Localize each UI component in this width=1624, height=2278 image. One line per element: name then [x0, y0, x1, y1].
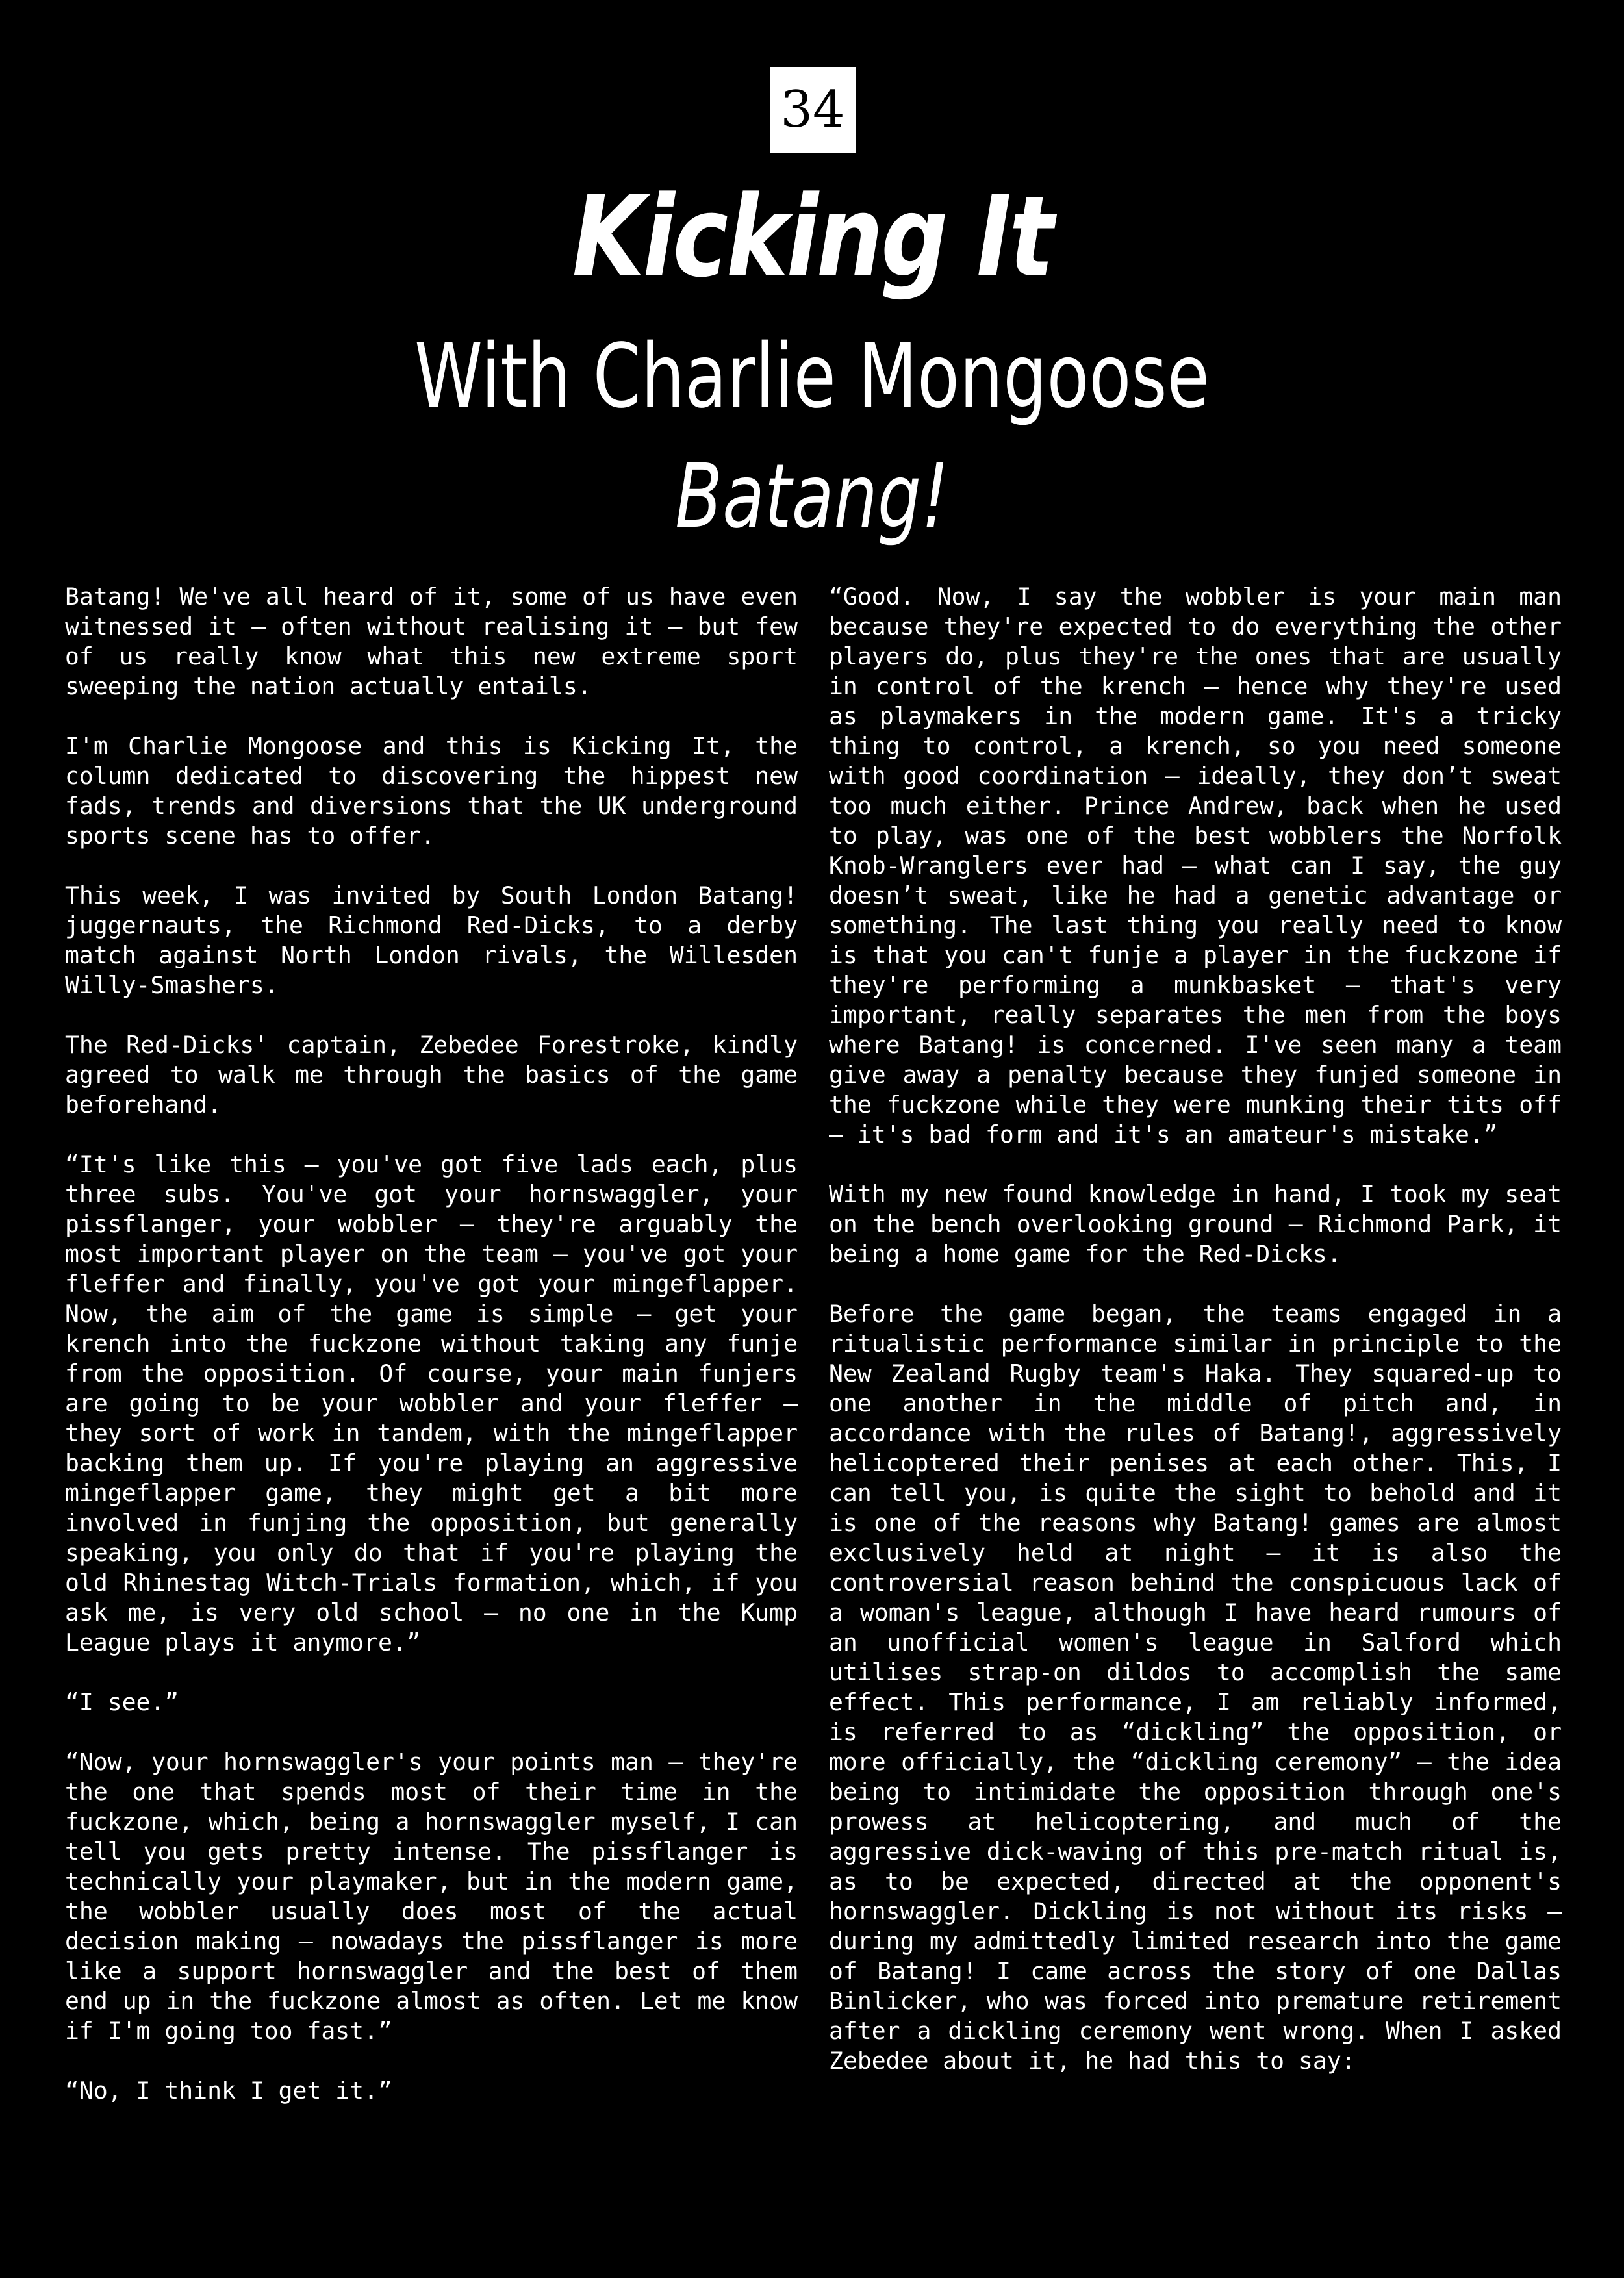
right-column — [829, 582, 1562, 2106]
paragraph: Before the game began, the teams engaged in a ritualistic performance similar in principle to the New Zealand Rugby team's Haka. They squared-up to one another in the middle of pitch and, in accordance with the rules of Batang!, aggressively helicoptered their penises at each other. This, I can tell you, is quite the sight to behold and it is one of the reasons why Batang! games are almost exclusively held at night — it is also the controversial reason behind the conspicuous lack of a woman's league, although I have heard rumours of an unofficial women's league in Salford which utilises strap-on dildos to accomplish the same effect. This performance, I am reliably informed, is referred to as “dickling” the opposition, or more officially, the “dickling ceremony” — the idea being to intimidate the opposition through one's prowess at helicoptering, and much of the aggressive dick-waving of this pre-match ritual is, as to be expected, directed at the opponent's hornswaggler. Dickling is not without its risks — during my admittedly limited research into the game of Batang! I came across the story of one Dallas Binlicker, who was forced into premature retirement after a dickling ceremony went wrong. When I asked Zebedee about it, he had this to say: — [829, 1300, 1562, 2075]
left-column — [65, 582, 798, 2136]
article-kicker: Batang! — [675, 446, 949, 548]
paragraph: With my new found knowledge in hand, I took my seat on the bench overlooking ground — Richmond Park, it being a home game for the Red-Dicks. — [829, 1180, 1562, 1268]
paragraph: “Good. Now, I say the wobbler is your main man because they're expected to do everything the other players do, plus they're the ones that are usually in control of the krench — hence why they're used as playmakers in the modern game. It's a tricky thing to control, a krench, so you need someone with good coordination — ideally, they don’t sweat too much either. Prince Andrew, back when he used to play, was one of the best wobblers the Norfolk Knob-Wranglers ever had — what can I say, the guy doesn’t sweat, like he had a genetic advantage or something. The last thing you really need to know is that you can't funje a player in the fuckzone if they're performing a munkbasket — that's very important, really separates the men from the boys where Batang! is concerned. I've seen many a team give away a penalty because they funjed someone in the fuckzone while they were munking their tits off — it's bad form and it's an amateur's mistake.” — [829, 583, 1562, 1148]
paragraph: “No, I think I get it.” — [65, 2077, 392, 2105]
paragraph: Batang! We've all heard of it, some of us have even witnessed it — often without realising it — but few of us really know what this new extreme sport sweeping the nation actually entails. — [65, 583, 798, 700]
article-title: Kicking It — [572, 171, 1052, 302]
page-number: 34 — [770, 67, 856, 153]
paragraph: I'm Charlie Mongoose and this is Kicking It, the column dedicated to discovering the hippest new fads, trends and diversions that the UK underground sports scene has to offer. — [65, 732, 798, 850]
article-subtitle: With Charlie Mongoose — [414, 325, 1210, 428]
paragraph: This week, I was invited by South London Batang! juggernauts, the Richmond Red-Dicks, to a derby match against North London rivals, the Willesden Willy-Smashers. — [65, 881, 798, 999]
paragraph: “Now, your hornswaggler's your points man — they're the one that spends most of their time in the fuckzone, which, being a hornswaggler myself, I can tell you gets pretty intense. The pissflanger is technically your playmaker, but in the modern game, the wobbler usually does most of the actual decision making — nowadays the pissflanger is more like a support hornswaggler and the best of them end up in the fuckzone almost as often. Let me know if I'm going too fast.” — [65, 1748, 798, 2045]
paragraph: The Red-Dicks' captain, Zebedee Forestroke, kindly agreed to walk me through the basics of the game beforehand. — [65, 1031, 798, 1119]
paragraph: “It's like this — you've got five lads each, plus three subs. You've got your hornswaggler, your pissflanger, your wobbler — they're arguably the most important player on the team — you've got your fleffer and finally, you've got your mingeflapper. Now, the aim of the game is simple — get your krench into the fuckzone without taking any funje from the opposition. Of course, your main funjers are going to be your wobbler and your fleffer — they sort of work in tandem, with the mingeflapper backing them up. If you're playing an aggressive mingeflapper game, they might get a bit more involved in funjing the opposition, but generally speaking, you only do that if you're playing the old Rhinestag Witch-Trials formation, which, if you ask me, is very old school — no one in the Kump League plays it anymore.” — [65, 1150, 798, 1656]
paragraph: “I see.” — [65, 1688, 179, 1716]
